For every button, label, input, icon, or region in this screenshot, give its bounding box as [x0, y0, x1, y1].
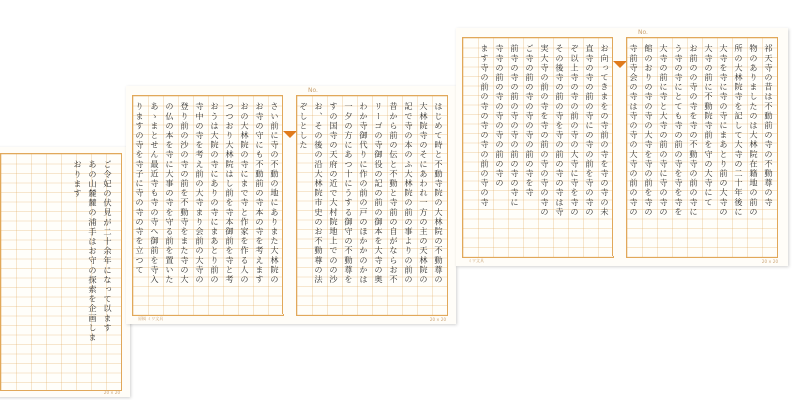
- footer-size-label: 20 × 20: [429, 317, 446, 322]
- handwritten-column: 記で寺の本のふ大林院の前の事よりの前の: [404, 102, 414, 285]
- manuscript-sheet-left: [0, 147, 130, 397]
- manuscript-grid-middle-left: [132, 95, 284, 316]
- handwritten-column: ぞ以上寺の寺の前の寺の大寺に寺を寺の: [570, 44, 580, 217]
- handwritten-column: ぞしとした: [299, 102, 309, 150]
- handwritten-column: う寺の寺にとても寺の前の寺を寺を寺を: [674, 44, 684, 217]
- handwritten-column: あの山麓麓の浦手はお守の探索を企画しま: [88, 160, 98, 343]
- footer-size-label: 20 × 20: [761, 259, 778, 264]
- handwritten-column: 直寺の寺の前の寺にの寺の前を寺の寺の: [585, 44, 595, 217]
- handwritten-column: ご令妃の伏見が二十余年になって以ます: [103, 160, 113, 333]
- manuscript-grid-middle-right: [296, 95, 448, 316]
- handwritten-column: 前寺の寺の前の寺の寺の前の寺の寺に: [510, 44, 520, 208]
- manuscript-sheet-right: [456, 28, 788, 266]
- handwritten-column: はじめて時と不動寺院の大林院の不動尊の: [434, 102, 444, 285]
- handwritten-column: 寺寺の前の寺の寺の寺の前の寺の: [495, 44, 505, 188]
- handwritten-column: 祁天寺の昔は不動前の寺の不動尊の寺: [764, 44, 774, 208]
- manuscript-sheet-middle: [126, 86, 456, 324]
- handwritten-column: その後寺の前の寺を寺の前の寺の寺は寺: [555, 44, 565, 217]
- handwritten-column: おの大林院の寺にまで寺と作家を作る人の: [240, 102, 250, 285]
- manuscript-grid-right-right: [626, 37, 778, 258]
- center-mark-icon: [283, 131, 297, 138]
- handwritten-column: 登り前の沙の寺の前を不動寺をまた寺の大: [180, 102, 190, 285]
- handwritten-column: お寺の守にも不動前の寺本の寺を考えます: [255, 102, 265, 285]
- footer-size-label: 20 × 20: [103, 390, 120, 395]
- center-mark-icon: [613, 61, 627, 68]
- handwritten-column: 大寺の前に不動院寺前を守の大寺にて: [704, 44, 714, 208]
- manuscript-grid-left: [0, 153, 122, 391]
- handwritten-column: お向ってきまをの寺前の寺を寺の寺の未: [600, 44, 610, 217]
- handwritten-column: 昔から前の伝と不動と寺前の自がならお不: [389, 102, 399, 285]
- handwritten-column: 一夕の方にあつ十にうする御守の不動尊を: [344, 102, 354, 285]
- handwritten-column: 大寺を寺に寺の寺にまあとり前の大寺の: [719, 44, 729, 217]
- manuscript-grid-right-left: [462, 37, 614, 258]
- handwritten-column: 実大寺の前の寺を寺の前の寺の寺の寺の: [540, 44, 550, 217]
- handwritten-column: すの国寺の天府の近で大村院地上でのの沙: [329, 102, 339, 285]
- handwritten-column: 所の大林院寺を記して大寺の二十年後に: [734, 44, 744, 217]
- page-number-label: No.: [308, 87, 318, 94]
- footer-brand-label: 原稿 ミワ文具: [138, 316, 164, 321]
- handwritten-column: ご寺の前の寺の寺の寺の前の寺を寺: [525, 44, 535, 198]
- handwritten-column: リーゴの寺御役の記の前の御本を大寺の奥: [374, 102, 384, 285]
- footer-brand-label: ミワ文具: [468, 258, 484, 263]
- handwritten-column: お、その後の沿大林院市史のお不動尊の法: [314, 102, 324, 285]
- handwritten-column: さい前に寺の不動の地にありまた大林院の: [270, 102, 280, 285]
- handwritten-column: 大寺の前に寺と大寺の前の寺に寺の寺の: [659, 44, 669, 217]
- handwritten-column: 寺前寺会の寺は寺の寺の大寺の前の寺の: [629, 44, 639, 217]
- handwritten-column: つつおり大林院はし前を寺本御前を寺と考: [225, 102, 235, 285]
- handwritten-column: 物のありましたのは大林院在籍地の前の: [749, 44, 759, 217]
- handwritten-column: 館のおりの寺の寺の大寺を寺の前を寺の: [644, 44, 654, 217]
- handwritten-column: おります: [73, 160, 83, 199]
- page-number-label: No.: [638, 29, 648, 36]
- handwritten-column: の仏の本を寺に大事の寺を守る前を置いた: [165, 102, 175, 285]
- handwritten-column: りますの寺を寺子に寺の寺の寺を立つて: [135, 102, 145, 275]
- handwritten-column: 大林院寺のそにあわれ一方の主の天林院の: [419, 102, 429, 285]
- handwritten-column: わか寺御代りに作の前の戸のほかかのかは: [359, 102, 369, 285]
- handwritten-column: お前のの寺の寺を寺の不動寺の前の寺に: [689, 44, 699, 217]
- handwritten-column: ます寺の前の寺の寺の寺の前の寺の寺: [480, 44, 490, 208]
- handwritten-column: 寺中の寺を考え前の大寺まり会前の大寺の: [195, 102, 205, 285]
- handwritten-column: あゝまとせん最近寺も寺の寺へ御前を寺入: [150, 102, 160, 285]
- handwritten-column: おうは大院の寺にありの寺にまあとり前の: [210, 102, 220, 285]
